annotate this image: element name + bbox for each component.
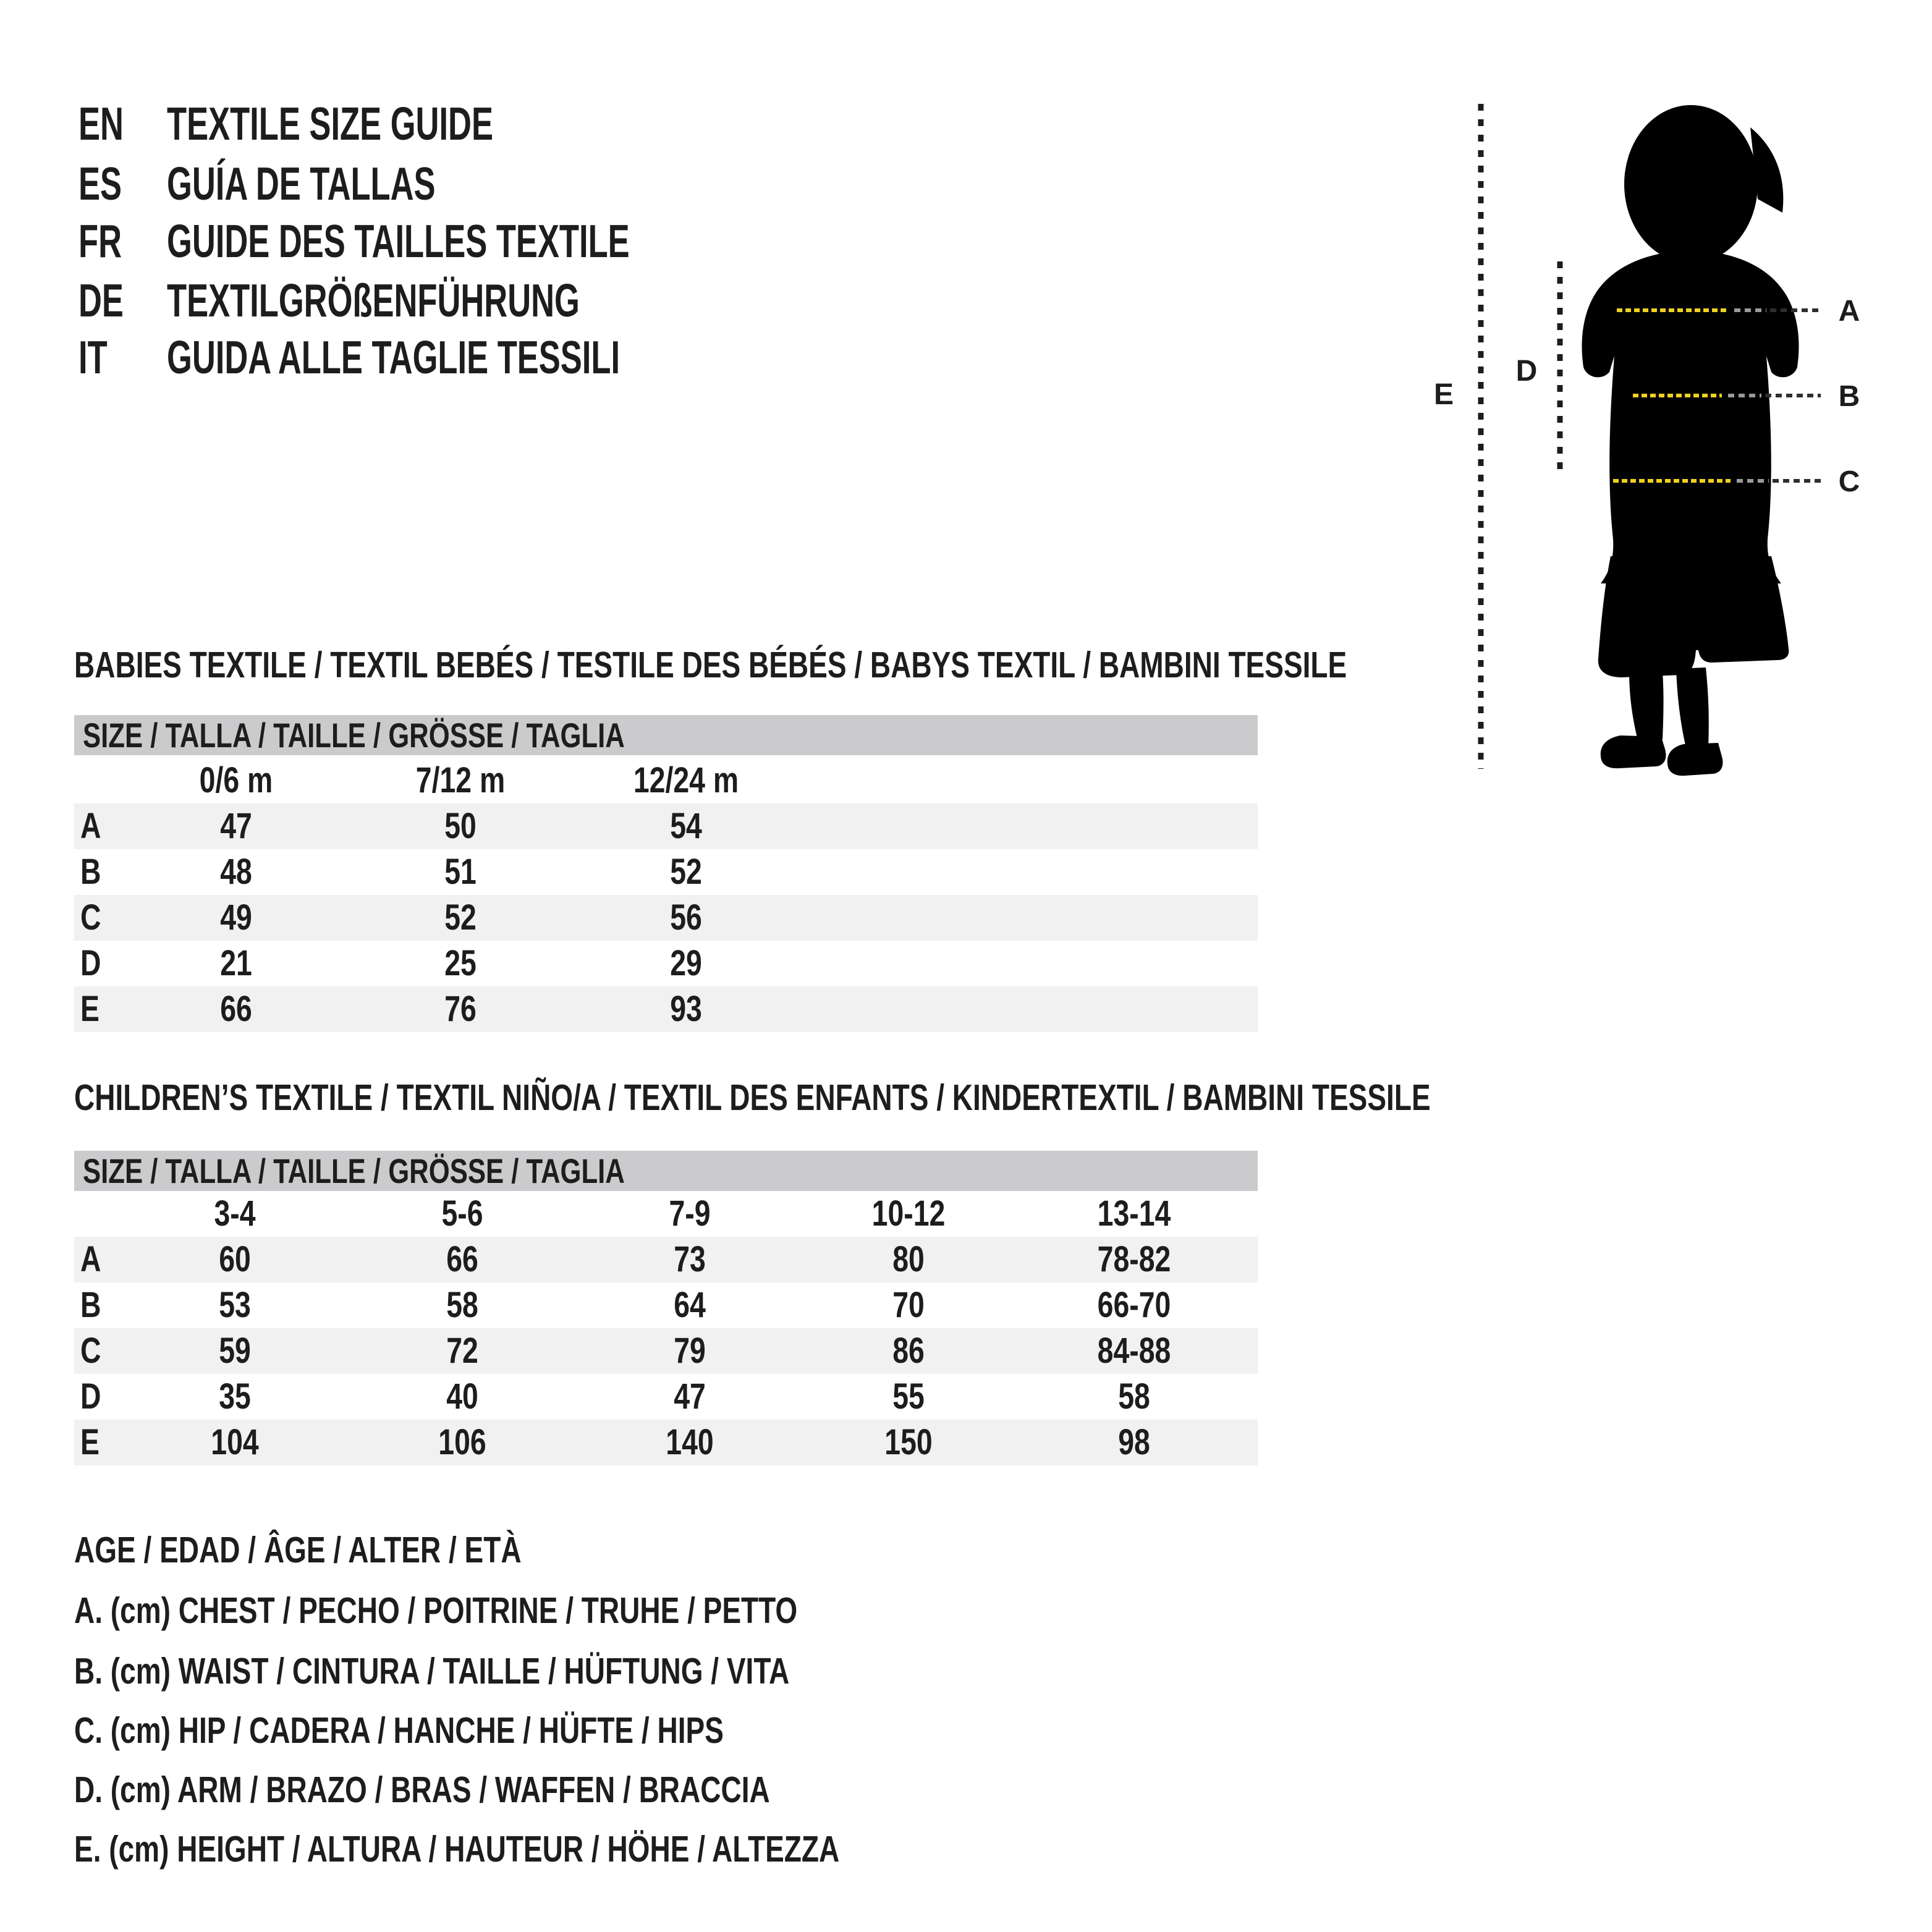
table-cell: 54 (670, 806, 702, 846)
table-cell: 70 (892, 1285, 925, 1325)
column-header: 3-4 (214, 1193, 256, 1234)
table-cell: 29 (670, 943, 702, 983)
table-cell: 59 (219, 1331, 251, 1371)
title-text: GUIDE DES TAILLES TEXTILE (167, 215, 630, 267)
column-header: 10-12 (871, 1193, 946, 1234)
row-label: D (80, 1376, 101, 1417)
table-row (74, 1328, 1258, 1374)
figure-label-e: E (1433, 378, 1454, 411)
children-size-header-bar: SIZE / TALLA / TAILLE / GRÖSSE / TAGLIA (74, 1151, 1258, 1191)
table-cell: 66-70 (1097, 1285, 1171, 1325)
table-cell: 58 (1118, 1376, 1150, 1417)
row-label: C (80, 897, 101, 938)
table-row (74, 1237, 1258, 1282)
row-label: A (80, 806, 101, 846)
table-row (74, 849, 1258, 895)
lang-code: ES (78, 158, 122, 210)
table-cell: 48 (220, 852, 252, 892)
table-cell: 80 (892, 1239, 925, 1279)
table-cell: 78-82 (1097, 1239, 1171, 1279)
table-cell: 72 (446, 1331, 478, 1371)
column-header: 13-14 (1097, 1193, 1171, 1234)
babies-size-header-bar: SIZE / TALLA / TAILLE / GRÖSSE / TAGLIA (74, 715, 1258, 755)
figure-label-c: C (1838, 465, 1860, 498)
row-label: B (80, 1285, 101, 1325)
table-cell: 98 (1118, 1422, 1150, 1462)
table-cell: 140 (666, 1422, 714, 1462)
table-cell: 47 (674, 1376, 706, 1417)
table-cell: 73 (674, 1239, 706, 1279)
lang-code: FR (78, 215, 122, 267)
table-cell: 25 (444, 943, 477, 983)
table-cell: 104 (211, 1422, 259, 1462)
lang-code: EN (78, 98, 124, 150)
babies-column-headers (74, 758, 1258, 803)
title-row-de (0, 273, 989, 328)
table-cell: 55 (892, 1376, 925, 1417)
table-row (74, 941, 1258, 986)
column-header: 12/24 m (633, 760, 739, 800)
table-cell: 56 (670, 897, 702, 938)
legend-line-height: E. (cm) HEIGHT / ALTURA / HAUTEUR / HÖHE / ALTEZZA (74, 1829, 840, 1870)
title-row-it (0, 330, 989, 384)
babies-section-heading: BABIES TEXTILE / TEXTIL BEBÉS / TESTILE DES BÉBÉS / BABYS TEXTIL / BAMBINI TESSILE (74, 645, 1347, 685)
table-cell: 53 (219, 1285, 251, 1325)
silhouette-left-shoe (1601, 735, 1666, 768)
table-cell: 47 (220, 806, 252, 846)
table-row (74, 986, 1258, 1032)
table-row (74, 1374, 1258, 1420)
table-cell: 52 (444, 897, 477, 938)
row-label: A (80, 1239, 101, 1279)
row-label: B (80, 852, 101, 892)
silhouette-head (1624, 105, 1758, 263)
row-label: E (80, 1422, 100, 1462)
table-cell: 50 (444, 806, 477, 846)
silhouette-right-shoe (1667, 743, 1723, 776)
column-header: 7-9 (669, 1193, 711, 1234)
table-cell: 84-88 (1097, 1331, 1171, 1371)
figure-label-d: D (1515, 355, 1538, 388)
table-cell: 52 (670, 852, 702, 892)
children-column-headers (74, 1191, 1258, 1237)
table-cell: 150 (884, 1422, 933, 1462)
title-text: TEXTILGRÖßENFÜHRUNG (167, 274, 580, 326)
column-header: 0/6 m (199, 760, 273, 800)
title-text: GUÍA DE TALLAS (167, 158, 436, 210)
table-cell: 64 (674, 1285, 706, 1325)
measurement-figure (1409, 93, 1932, 803)
figure-label-b: B (1838, 380, 1860, 413)
figure-label-a: A (1838, 295, 1860, 328)
row-label: C (80, 1331, 101, 1371)
children-section-heading: CHILDREN’S TEXTILE / TEXTIL NIÑO/A / TEXTIL DES ENFANTS / KINDERTEXTIL / BAMBINI TESSILE (74, 1077, 1431, 1118)
lang-code: DE (78, 274, 124, 326)
legend-line-chest: A. (cm) CHEST / PECHO / POITRINE / TRUHE / PETTO (74, 1590, 798, 1631)
title-row-fr (0, 214, 989, 268)
table-cell: 66 (446, 1239, 478, 1279)
legend-line-age: AGE / EDAD / ÂGE / ALTER / ETÀ (74, 1530, 522, 1570)
title-text: GUIDA ALLE TAGLIE TESSILI (167, 331, 621, 383)
legend-line-waist: B. (cm) WAIST / CINTURA / TAILLE / HÜFTUNG / VITA (74, 1651, 790, 1692)
column-header: 5-6 (441, 1193, 483, 1234)
table-cell: 51 (444, 852, 477, 892)
silhouette-torso (1582, 250, 1799, 583)
table-cell: 35 (219, 1376, 251, 1417)
table-cell: 106 (438, 1422, 486, 1462)
table-row (74, 895, 1258, 941)
table-cell: 58 (446, 1285, 478, 1325)
table-cell: 21 (220, 943, 252, 983)
table-row (74, 1420, 1258, 1465)
table-cell: 93 (670, 989, 702, 1029)
row-label: E (80, 989, 100, 1029)
table-cell: 66 (220, 989, 252, 1029)
legend-line-arm: D. (cm) ARM / BRAZO / BRAS / WAFFEN / BRACCIA (74, 1769, 770, 1810)
table-cell: 40 (446, 1376, 478, 1417)
title-row-en (0, 96, 989, 151)
table-row (74, 1282, 1258, 1328)
table-cell: 49 (220, 897, 252, 938)
table-row (74, 803, 1258, 849)
lang-code: IT (78, 331, 108, 383)
table-cell: 86 (892, 1331, 925, 1371)
row-label: D (80, 943, 101, 983)
table-cell: 76 (444, 989, 477, 1029)
table-cell: 60 (219, 1239, 251, 1279)
title-text: TEXTILE SIZE GUIDE (167, 98, 493, 150)
title-row-es (0, 156, 989, 211)
table-cell: 79 (674, 1331, 706, 1371)
column-header: 7/12 m (415, 760, 506, 800)
legend-line-hip: C. (cm) HIP / CADERA / HANCHE / HÜFTE / HIPS (74, 1710, 724, 1751)
